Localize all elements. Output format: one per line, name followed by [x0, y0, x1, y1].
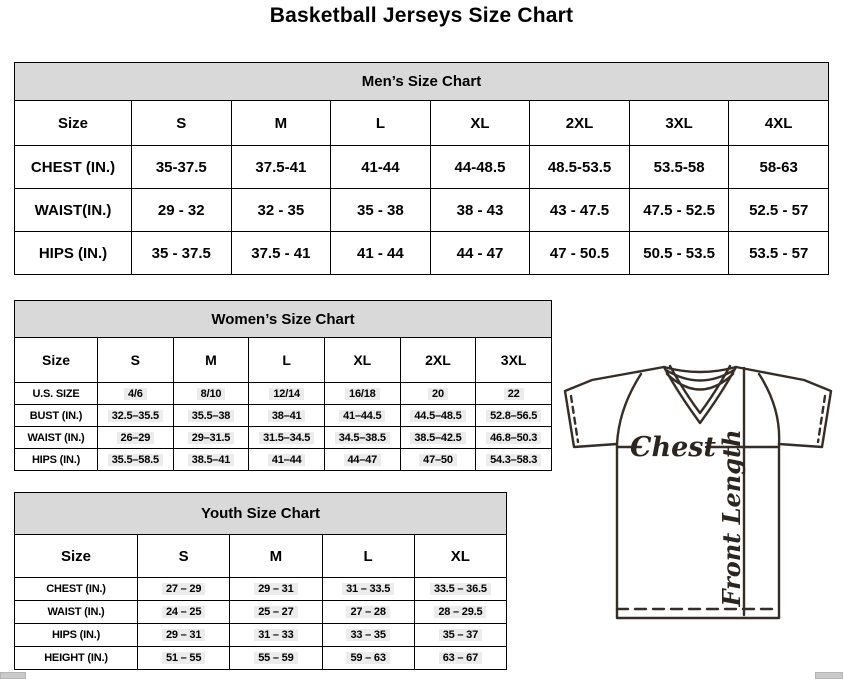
value-cell: [324, 427, 400, 449]
horizontal-scrollbar-fragment-right[interactable]: [815, 672, 843, 679]
column-header: XL: [324, 338, 400, 383]
value-cell: [230, 578, 322, 601]
cell-value: 54.3–58.3: [486, 454, 541, 466]
value-cell: 32 - 35: [231, 189, 331, 232]
youth-table-title: Youth Size Chart: [15, 493, 507, 535]
table-row: [15, 383, 552, 405]
value-cell: [98, 427, 174, 449]
cell-value: 51 – 55: [162, 652, 205, 664]
value-cell: [322, 601, 414, 624]
row-label: BUST (IN.): [15, 405, 98, 427]
value-cell: [138, 647, 230, 670]
table-row: [15, 624, 507, 647]
chest-label: Chest: [630, 432, 716, 463]
value-cell: 43 - 47.5: [530, 189, 630, 232]
cell-value: 27 – 29: [162, 583, 205, 595]
cell-value: 26–29: [117, 432, 155, 444]
column-header: L: [331, 101, 431, 146]
table-row: [15, 63, 829, 101]
value-cell: [322, 647, 414, 670]
table-row: [15, 427, 552, 449]
value-cell: 47.5 - 52.5: [629, 189, 729, 232]
value-cell: 35-37.5: [132, 146, 232, 189]
cell-value: 52.8–56.5: [486, 410, 541, 422]
value-cell: 44 - 47: [430, 232, 530, 275]
cell-value: 29 – 31: [254, 583, 297, 595]
table-row: [15, 578, 507, 601]
jersey-outline: [565, 367, 831, 618]
cell-value: 12/14: [269, 388, 304, 400]
cell-value: 34.5–38.5: [335, 432, 390, 444]
table-row: [15, 647, 507, 670]
front-length-label: Front Length: [717, 429, 746, 607]
value-cell: [173, 449, 249, 471]
value-cell: [138, 624, 230, 647]
column-header: XL: [414, 535, 506, 578]
value-cell: 37.5-41: [231, 146, 331, 189]
cell-value: 28 – 29.5: [434, 606, 486, 618]
cell-value: 16/18: [345, 388, 380, 400]
column-header: L: [322, 535, 414, 578]
column-header: 2XL: [530, 101, 630, 146]
column-header: 3XL: [476, 338, 552, 383]
value-cell: 41 - 44: [331, 232, 431, 275]
table-row: [15, 146, 829, 189]
value-cell: 53.5 - 57: [729, 232, 829, 275]
value-cell: 58-63: [729, 146, 829, 189]
value-cell: 35 - 37.5: [132, 232, 232, 275]
column-header: S: [132, 101, 232, 146]
page-title: Basketball Jerseys Size Chart: [269, 4, 574, 27]
column-header: 3XL: [629, 101, 729, 146]
youth-size-table: [14, 492, 507, 670]
cell-value: 24 – 25: [162, 606, 205, 618]
value-cell: [138, 601, 230, 624]
table-row: [15, 405, 552, 427]
cell-value: 35.5–58.5: [108, 454, 163, 466]
cell-value: 31 – 33: [254, 629, 297, 641]
row-label: HIPS (IN.): [15, 624, 138, 647]
value-cell: [249, 405, 325, 427]
cell-value: 31 – 33.5: [342, 583, 394, 595]
value-cell: 50.5 - 53.5: [629, 232, 729, 275]
row-label: WAIST (IN.): [15, 601, 138, 624]
value-cell: [249, 427, 325, 449]
value-cell: [322, 624, 414, 647]
value-cell: [230, 647, 322, 670]
value-cell: 44-48.5: [430, 146, 530, 189]
value-cell: [98, 383, 174, 405]
cell-value: 63 – 67: [439, 652, 482, 664]
cell-value: 35 – 37: [439, 629, 482, 641]
cell-value: 59 – 63: [346, 652, 389, 664]
cell-value: 31.5–34.5: [259, 432, 314, 444]
cell-value: 29–31.5: [188, 432, 234, 444]
cell-value: 44.5–48.5: [410, 410, 465, 422]
value-cell: [400, 405, 476, 427]
table-row: [15, 601, 507, 624]
horizontal-scrollbar-fragment-left[interactable]: [0, 672, 26, 679]
value-cell: 47 - 50.5: [530, 232, 630, 275]
cell-value: 27 – 28: [346, 606, 389, 618]
column-header: 2XL: [400, 338, 476, 383]
value-cell: 41-44: [331, 146, 431, 189]
value-cell: [400, 383, 476, 405]
column-header: Size: [15, 535, 138, 578]
row-label: CHEST (IN.): [15, 146, 132, 189]
table-row: [15, 493, 507, 535]
row-label: U.S. SIZE: [15, 383, 98, 405]
value-cell: [98, 405, 174, 427]
column-header: M: [230, 535, 322, 578]
cell-value: 38.5–41: [188, 454, 234, 466]
value-cell: [249, 383, 325, 405]
cell-value: 32.5–35.5: [108, 410, 163, 422]
value-cell: [414, 647, 506, 670]
table-row: [15, 338, 552, 383]
row-label: WAIST(IN.): [15, 189, 132, 232]
table-row: [15, 232, 829, 275]
row-label: HEIGHT (IN.): [15, 647, 138, 670]
cell-value: 41–44.5: [339, 410, 385, 422]
column-header: XL: [430, 101, 530, 146]
row-label: HIPS (IN.): [15, 449, 98, 471]
right-armhole-seam: [759, 374, 779, 444]
value-cell: [476, 427, 552, 449]
value-cell: [476, 405, 552, 427]
cell-value: 8/10: [197, 388, 226, 400]
value-cell: [173, 405, 249, 427]
value-cell: [230, 601, 322, 624]
column-header: M: [231, 101, 331, 146]
womens-table-title: Women’s Size Chart: [15, 301, 552, 338]
column-header: M: [173, 338, 249, 383]
cell-value: 47–50: [419, 454, 457, 466]
table-row: [15, 301, 552, 338]
value-cell: [98, 449, 174, 471]
cell-value: 44–47: [344, 454, 382, 466]
column-header: Size: [15, 338, 98, 383]
value-cell: 38 - 43: [430, 189, 530, 232]
value-cell: [476, 449, 552, 471]
value-cell: 52.5 - 57: [729, 189, 829, 232]
value-cell: 35 - 38: [331, 189, 431, 232]
value-cell: 53.5-58: [629, 146, 729, 189]
value-cell: 48.5-53.5: [530, 146, 630, 189]
value-cell: [414, 624, 506, 647]
table-row: [15, 101, 829, 146]
table-row: [15, 189, 829, 232]
value-cell: [324, 405, 400, 427]
value-cell: [138, 578, 230, 601]
cell-value: 33.5 – 36.5: [430, 583, 491, 595]
value-cell: [400, 427, 476, 449]
cell-value: 38–41: [268, 410, 306, 422]
value-cell: [476, 383, 552, 405]
value-cell: [324, 383, 400, 405]
collar-top-edge: [664, 367, 736, 372]
cell-value: 46.8–50.3: [486, 432, 541, 444]
mens-table-title: Men’s Size Chart: [15, 63, 829, 101]
row-label: WAIST (IN.): [15, 427, 98, 449]
cell-value: 4/6: [124, 388, 147, 400]
cell-value: 35.5–38: [188, 410, 234, 422]
value-cell: [414, 578, 506, 601]
cell-value: 20: [428, 388, 448, 400]
cell-value: 25 – 27: [254, 606, 297, 618]
column-header: S: [138, 535, 230, 578]
cell-value: 33 – 35: [346, 629, 389, 641]
cell-value: 38.5–42.5: [410, 432, 465, 444]
jersey-measurement-diagram: [561, 360, 843, 626]
value-cell: [322, 578, 414, 601]
cell-value: 22: [504, 388, 524, 400]
row-label: HIPS (IN.): [15, 232, 132, 275]
cell-value: 41–44: [268, 454, 306, 466]
value-cell: [249, 449, 325, 471]
cell-value: 29 – 31: [162, 629, 205, 641]
value-cell: [230, 624, 322, 647]
value-cell: [173, 427, 249, 449]
column-header: L: [249, 338, 325, 383]
cell-value: 55 – 59: [254, 652, 297, 664]
table-row: [15, 449, 552, 471]
value-cell: [400, 449, 476, 471]
value-cell: [173, 383, 249, 405]
value-cell: [324, 449, 400, 471]
value-cell: 29 - 32: [132, 189, 232, 232]
row-label: CHEST (IN.): [15, 578, 138, 601]
column-header: S: [98, 338, 174, 383]
womens-size-table: [14, 300, 552, 471]
mens-size-table: [14, 62, 829, 275]
column-header: Size: [15, 101, 132, 146]
table-row: [15, 535, 507, 578]
column-header: 4XL: [729, 101, 829, 146]
value-cell: 37.5 - 41: [231, 232, 331, 275]
value-cell: [414, 601, 506, 624]
